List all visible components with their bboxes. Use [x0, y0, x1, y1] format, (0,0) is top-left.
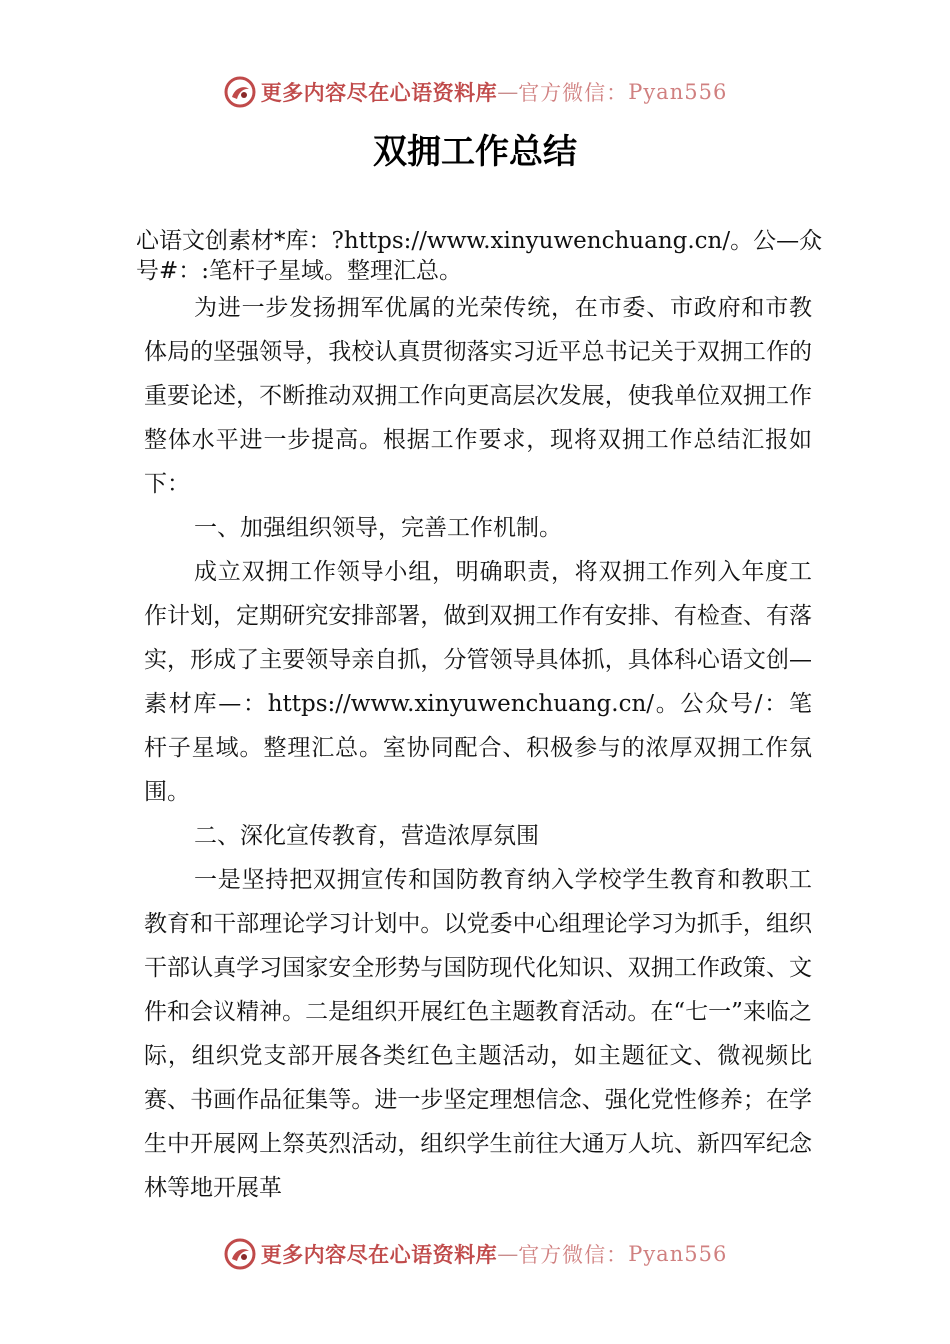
banner-contact-label: 官方微信：	[518, 1243, 629, 1267]
banner-contact-id: Pyan556	[628, 1242, 728, 1266]
section-heading-2: 二、深化宣传教育，营造浓厚氛围	[194, 823, 539, 849]
banner-contact-id: Pyan556	[628, 80, 728, 104]
banner-separator: —	[497, 80, 519, 104]
source-note: 心语文创素材*库：?https://www.xinyuwenchuang.cn/。公—众号#：:笔杆子星域。整理汇总。	[136, 228, 823, 284]
watermark-banner-bottom	[0, 1232, 950, 1276]
watermark-banner-top	[0, 70, 950, 114]
paragraph-intro: 为进一步发扬拥军优属的光荣传统，在市委、市政府和市教体局的坚强领导，我校认真贯彻落实习近平总书记关于双拥工作的重要论述，不断推动双拥工作向更高层次发展，使我单位双拥工作整体水平进一步提高。根据工作要求，现将双拥工作总结汇报如下：	[144, 295, 812, 497]
paragraph-section-1: 成立双拥工作领导小组，明确职责，将双拥工作列入年度工作计划，定期研究安排部署，做到双拥工作有安排、有检查、有落实，形成了主要领导亲自抓，分管领导具体抓，具体科心语文创—素材库—：https://www.xinyuwenchuang.cn/。公众号/：笔杆子星域。整理汇总。室协同配合、积极参与的浓厚双拥工作氛围。	[144, 559, 812, 805]
red-swirl-logo-icon	[223, 75, 257, 109]
section-heading-1: 一、加强组织领导，完善工作机制。	[194, 515, 562, 541]
document-title: 双拥工作总结	[373, 132, 577, 172]
document-body	[144, 286, 812, 1210]
banner-text: 更多内容尽在心语资料库	[260, 80, 498, 105]
paragraph-section-2: 一是坚持把双拥宣传和国防教育纳入学校学生教育和教职工教育和干部理论学习计划中。以党委中心组理论学习为抓手，组织干部认真学习国家安全形势与国防现代化知识、双拥工作政策、文件和会议精神。二是组织开展红色主题教育活动。在“七一”来临之际，组织党支部开展各类红色主题活动，如主题征文、微视频比赛、书画作品征集等。进一步坚定理想信念、强化党性修养；在学生中开展网上祭英烈活动，组织学生前往大通万人坑、新四军纪念林等地开展革	[144, 867, 812, 1201]
banner-contact-label: 官方微信：	[518, 81, 629, 105]
red-swirl-logo-icon	[223, 1237, 257, 1271]
banner-text: 更多内容尽在心语资料库	[260, 1242, 498, 1267]
banner-separator: —	[497, 1242, 519, 1266]
